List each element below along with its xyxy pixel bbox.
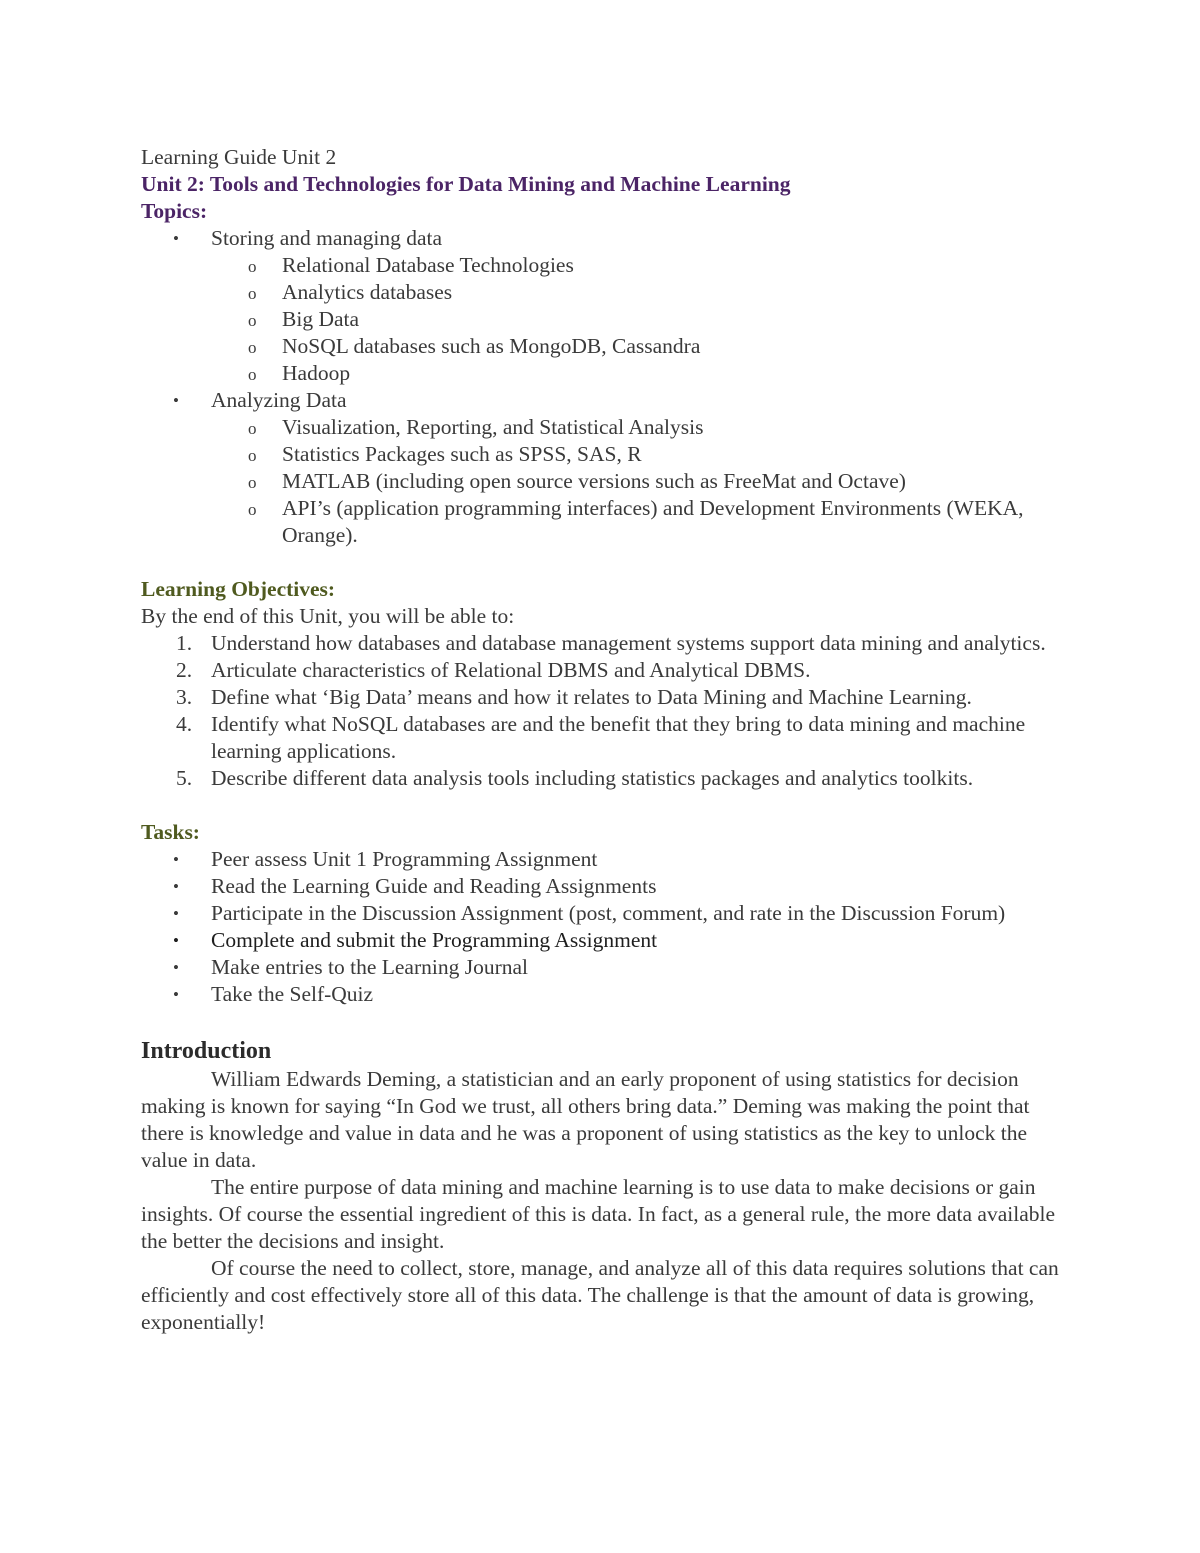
tasks-list [141,846,1061,1008]
bullet-icon: • [173,958,179,977]
intro-paragraph: William Edwards Deming, a statistician and an early proponent of using statistics for decision making is known for saying “In God we trust, all others bring data.” Deming was making the point that there is knowledge and value in data and he was a proponent of using statistics as the key to unlock the value in data. [141,1067,1030,1172]
task-text: Peer assess Unit 1 Programming Assignment [211,847,598,871]
document-label: Learning Guide Unit 2 [141,145,337,169]
subtopic-item [141,468,1061,495]
subtopic-label: API’s (application programming interfaces) and Development Environments (WEKA, Orange). [282,496,1024,547]
objective-text: Identify what NoSQL databases are and the benefit that they bring to data mining and machine learning applications. [211,712,1026,763]
subtopic-item [141,414,1061,441]
subtopic-label: Statistics Packages such as SPSS, SAS, R [282,442,642,466]
objective-item [141,684,1061,711]
objectives-heading: Learning Objectives: [141,577,336,601]
objective-item [141,711,1061,765]
task-text: Complete and submit the Programming Assignment [211,928,658,952]
bullet-icon: • [173,229,179,248]
subtopic-item [141,441,1061,468]
task-text: Participate in the Discussion Assignment (post, comment, and rate in the Discussion Forum) [211,901,1006,925]
subtopic-label: MATLAB (including open source versions such as FreeMat and Octave) [282,469,906,493]
objective-text: Describe different data analysis tools including statistics packages and analytics toolkits. [211,766,974,790]
subtopic-item [141,495,1061,549]
bullet-icon: • [173,391,179,410]
sub-bullet-icon: o [248,446,257,465]
task-item [141,927,1061,954]
sub-bullet-icon: o [248,500,257,519]
bullet-icon: • [173,904,179,923]
task-item [141,873,1061,900]
subtopic-item [141,306,1061,333]
task-item [141,981,1061,1008]
subtopic-label: Visualization, Reporting, and Statistical Analysis [282,415,704,439]
objective-text: Define what ‘Big Data’ means and how it relates to Data Mining and Machine Learning. [211,685,972,709]
task-text: Read the Learning Guide and Reading Assignments [211,874,657,898]
intro-paragraph: Of course the need to collect, store, manage, and analyze all of this data requires solutions that can efficiently and cost effectively store all of this data. The challenge is that the amount of data is growing, exponentially! [141,1256,1059,1334]
topic-label: Analyzing Data [211,388,347,412]
bullet-icon: • [173,850,179,869]
subtopic-item [141,360,1061,387]
topic-label: Storing and managing data [211,226,443,250]
topic-item [141,225,1061,252]
objective-text: Articulate characteristics of Relational DBMS and Analytical DBMS. [211,658,811,682]
objective-item [141,765,1061,792]
objective-number: 4. [176,712,193,736]
objectives-list [141,630,1061,792]
objective-number: 5. [176,766,193,790]
sub-bullet-icon: o [248,284,257,303]
subtopic-item [141,279,1061,306]
bullet-icon: • [173,985,179,1004]
introduction-heading: Introduction [141,1038,272,1064]
sub-bullet-icon: o [248,257,257,276]
subtopic-label: Relational Database Technologies [282,253,574,277]
subtopic-item [141,333,1061,360]
topics-heading: Topics: [141,199,208,223]
objective-number: 2. [176,658,193,682]
objective-number: 1. [176,631,193,655]
topic-item [141,387,1061,414]
objective-item [141,630,1061,657]
sub-bullet-icon: o [248,365,257,384]
sub-bullet-icon: o [248,473,257,492]
topics-list [141,225,1061,549]
subtopic-label: Analytics databases [282,280,453,304]
subtopic-label: NoSQL databases such as MongoDB, Cassandra [282,334,701,358]
sub-bullet-icon: o [248,338,257,357]
subtopic-item [141,252,1061,279]
document-page [141,144,1061,1336]
task-item [141,900,1061,927]
unit-title: Unit 2: Tools and Technologies for Data Mining and Machine Learning [141,172,791,196]
intro-paragraph: The entire purpose of data mining and machine learning is to use data to make decisions or gain insights. Of course the essential ingredient of this is data. In fact, as a general rule, the more data available the better the decisions and insight. [141,1175,1056,1253]
bullet-icon: • [173,931,179,950]
task-text: Take the Self-Quiz [211,982,374,1006]
tasks-heading: Tasks: [141,820,200,844]
objective-text: Understand how databases and database management systems support data mining and analytics. [211,631,1046,655]
task-text: Make entries to the Learning Journal [211,955,529,979]
subtopic-label: Big Data [282,307,360,331]
sub-bullet-icon: o [248,311,257,330]
objective-item [141,657,1061,684]
task-item [141,846,1061,873]
task-item [141,954,1061,981]
subtopic-label: Hadoop [282,361,351,385]
bullet-icon: • [173,877,179,896]
objective-number: 3. [176,685,193,709]
sub-bullet-icon: o [248,419,257,438]
objectives-intro: By the end of this Unit, you will be able to: [141,604,515,628]
